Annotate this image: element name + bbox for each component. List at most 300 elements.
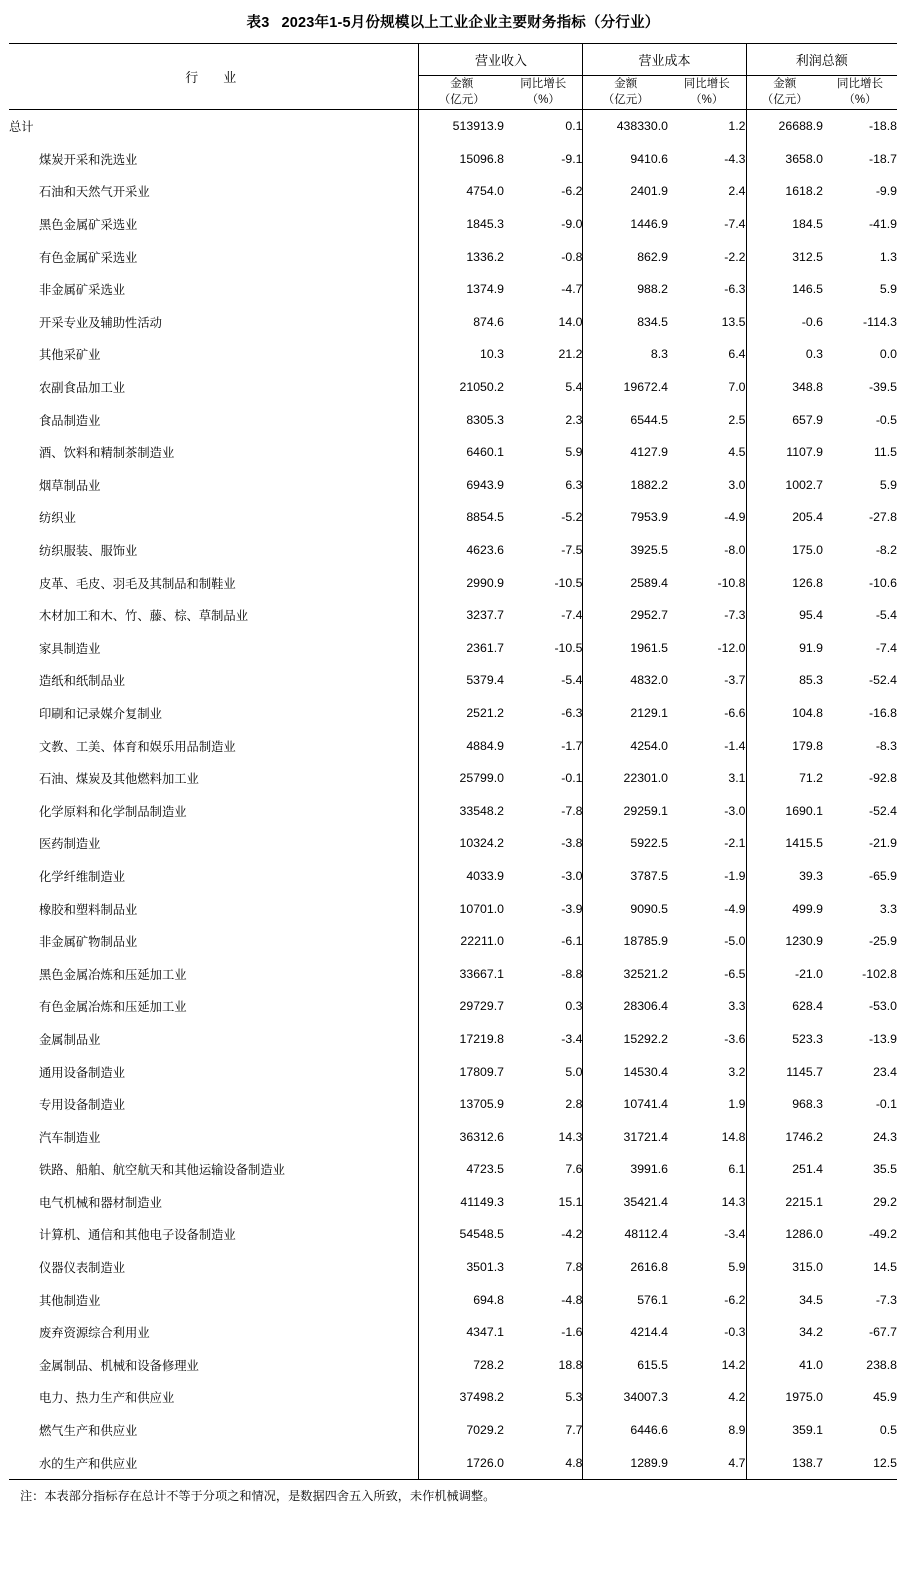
- row-value-5: -21.9: [868, 836, 898, 851]
- row-value-1: -6.1: [504, 925, 583, 958]
- row-value-2: 2616.8: [630, 1260, 668, 1275]
- row-value-4: 312.5: [792, 249, 823, 264]
- row-industry-name: 有色金属冶炼和压延加工业: [9, 990, 419, 1023]
- header-profit-growth: [823, 76, 897, 110]
- row-value-1: 7.6: [504, 1153, 583, 1186]
- row-value-0: 41149.3: [460, 1194, 504, 1209]
- row-value-0: 5379.4: [466, 673, 504, 688]
- table-row: [9, 1381, 897, 1414]
- row-value-3: -2.2: [668, 240, 746, 273]
- row-value-1: -0.8: [504, 240, 583, 273]
- row-value-2: 2129.1: [630, 705, 668, 720]
- row-industry-name: 汽车制造业: [9, 1120, 419, 1153]
- row-value-1: 5.3: [504, 1381, 583, 1414]
- row-value-3: -1.4: [668, 729, 746, 762]
- header-cost-growth: [668, 76, 746, 110]
- row-value-3: -1.9: [668, 860, 746, 893]
- row-value-1: -10.5: [504, 632, 583, 665]
- row-value-1: 2.3: [504, 403, 583, 436]
- row-value-1: -5.2: [504, 501, 583, 534]
- row-value-0: 3501.3: [466, 1260, 504, 1275]
- row-value-4: 175.0: [792, 543, 823, 558]
- header-group-profit: 利润总额: [746, 44, 897, 76]
- row-value-5: -41.9: [868, 217, 898, 232]
- row-value-4: 1107.9: [786, 445, 823, 460]
- row-value-5: -5.4: [875, 608, 898, 623]
- row-value-4: 146.5: [792, 282, 823, 297]
- table-title-text: 2023年1-5月份规模以上工业企业主要财务指标（分行业）: [281, 15, 660, 31]
- row-value-5: -0.5: [875, 412, 898, 427]
- table-row: [9, 1186, 897, 1219]
- row-value-3: 2.5: [668, 403, 746, 436]
- header-profit-amount-l1: 金额: [773, 78, 797, 91]
- financial-indicators-table: [9, 43, 897, 1480]
- row-value-3: -6.3: [668, 273, 746, 306]
- row-value-0: 4723.5: [466, 1162, 504, 1177]
- row-industry-name: 烟草制品业: [9, 469, 419, 502]
- row-industry-name: 通用设备制造业: [9, 1055, 419, 1088]
- row-value-1: -7.5: [504, 534, 583, 567]
- row-value-1: 7.8: [504, 1251, 583, 1284]
- row-value-2: 31721.4: [623, 1129, 668, 1144]
- row-value-5: -102.8: [862, 966, 898, 981]
- row-value-0: 22211.0: [460, 934, 504, 949]
- row-value-0: 13705.9: [459, 1097, 504, 1112]
- row-value-2: 4214.4: [630, 1325, 668, 1340]
- row-value-0: 2521.2: [466, 705, 504, 720]
- row-industry-name: 农副食品加工业: [9, 371, 419, 404]
- row-value-5: -18.7: [868, 151, 898, 166]
- row-value-3: 13.5: [668, 306, 746, 339]
- row-value-4: 71.2: [799, 771, 823, 786]
- row-value-3: 4.2: [668, 1381, 746, 1414]
- row-value-5: -67.7: [868, 1325, 898, 1340]
- row-value-3: -10.8: [668, 566, 746, 599]
- table-row: [9, 860, 897, 893]
- row-value-5: 11.5: [873, 445, 898, 460]
- row-value-0: 4347.1: [466, 1325, 504, 1340]
- row-value-5: 238.8: [866, 1357, 898, 1372]
- row-value-1: -9.1: [504, 143, 583, 176]
- row-value-3: -4.9: [668, 892, 746, 925]
- row-value-4: 1975.0: [785, 1390, 823, 1405]
- row-value-0: 4754.0: [466, 184, 504, 199]
- row-value-0: 10701.0: [459, 901, 504, 916]
- row-value-5: -10.6: [868, 575, 898, 590]
- row-value-3: -3.0: [668, 794, 746, 827]
- row-value-4: 205.4: [792, 510, 823, 525]
- row-value-2: 15292.2: [623, 1031, 668, 1046]
- header-industry-label: 行 业: [185, 70, 243, 85]
- row-value-0: 33548.2: [459, 803, 504, 818]
- row-industry-name: 化学原料和化学制品制造业: [9, 794, 419, 827]
- row-industry-name: 橡胶和塑料制品业: [9, 892, 419, 925]
- row-value-2: 6544.5: [630, 412, 668, 427]
- row-value-5: -0.1: [875, 1097, 898, 1112]
- header-cost-amount: [583, 76, 668, 110]
- table-row: [9, 338, 897, 371]
- row-value-2: 4254.0: [630, 738, 668, 753]
- row-value-0: 25799.0: [459, 771, 504, 786]
- row-industry-name: 总计: [9, 110, 419, 143]
- row-industry-name: 铁路、船舶、航空航天和其他运输设备制造业: [9, 1153, 419, 1186]
- row-industry-name: 酒、饮料和精制茶制造业: [9, 436, 419, 469]
- row-industry-name: 黑色金属矿采选业: [9, 208, 419, 241]
- table-row: [9, 762, 897, 795]
- row-value-2: 615.5: [637, 1357, 668, 1372]
- row-value-3: 2.4: [668, 175, 746, 208]
- row-value-5: -7.3: [875, 1292, 898, 1307]
- row-value-1: -1.6: [504, 1316, 583, 1349]
- row-value-0: 17219.8: [459, 1031, 504, 1046]
- row-value-5: 24.3: [873, 1129, 898, 1144]
- header-profit-growth-l2: （%）: [843, 93, 877, 106]
- table-row: [9, 175, 897, 208]
- row-value-5: -92.8: [868, 771, 898, 786]
- row-value-0: 1374.9: [466, 282, 504, 297]
- row-value-2: 988.2: [637, 282, 668, 297]
- row-value-2: 834.5: [637, 314, 668, 329]
- row-value-2: 28306.4: [623, 999, 668, 1014]
- table-row: [9, 1446, 897, 1479]
- header-profit-amount-l2: （亿元）: [761, 93, 808, 106]
- row-value-1: -3.9: [504, 892, 583, 925]
- row-value-1: -7.8: [504, 794, 583, 827]
- row-industry-name: 仪器仪表制造业: [9, 1251, 419, 1284]
- header-revenue-amount: [419, 76, 504, 110]
- row-value-0: 2990.9: [466, 575, 504, 590]
- row-value-3: -2.1: [668, 827, 746, 860]
- table-row: [9, 827, 897, 860]
- row-value-1: -7.4: [504, 599, 583, 632]
- header-revenue-amount-l2: （亿元）: [438, 93, 485, 106]
- row-industry-name: 金属制品、机械和设备修理业: [9, 1349, 419, 1382]
- row-value-0: 10324.2: [459, 836, 504, 851]
- table-row: [9, 1120, 897, 1153]
- row-industry-name: 化学纤维制造业: [9, 860, 419, 893]
- row-value-2: 1289.9: [583, 1446, 668, 1479]
- row-value-3: 14.8: [668, 1120, 746, 1153]
- row-value-2: 1882.2: [630, 477, 668, 492]
- table-row: [9, 632, 897, 665]
- row-value-2: 7953.9: [630, 510, 668, 525]
- row-industry-name: 金属制品业: [9, 1023, 419, 1056]
- row-value-2: 5922.5: [630, 836, 668, 851]
- row-industry-name: 文教、工美、体育和娱乐用品制造业: [9, 729, 419, 762]
- row-value-0: 4033.9: [466, 868, 504, 883]
- header-group-cost: 营业成本: [583, 44, 746, 76]
- row-industry-name: 其他制造业: [9, 1283, 419, 1316]
- table-row: [9, 1349, 897, 1382]
- row-value-5: 12.5: [823, 1446, 897, 1479]
- row-value-4: 34.5: [799, 1292, 823, 1307]
- table-note: 注：本表部分指标存在总计不等于分项之和情况，是数据四舍五入所致，未作机械调整。: [20, 1488, 496, 1503]
- row-value-4: 1415.5: [785, 836, 823, 851]
- table-row: [9, 1055, 897, 1088]
- row-value-2: 1961.5: [630, 640, 668, 655]
- header-revenue-growth-l2: （%）: [526, 93, 560, 106]
- row-value-4: 523.3: [792, 1031, 823, 1046]
- row-value-3: -3.4: [668, 1218, 746, 1251]
- row-value-3: 6.1: [668, 1153, 746, 1186]
- row-value-4: 41.0: [799, 1357, 823, 1372]
- row-value-5: 45.9: [873, 1390, 898, 1405]
- row-value-4: 85.3: [799, 673, 823, 688]
- row-value-5: 0.0: [879, 347, 898, 362]
- row-value-0: 1336.2: [466, 249, 504, 264]
- row-industry-name: 燃气生产和供应业: [9, 1414, 419, 1447]
- table-row: [9, 1023, 897, 1056]
- row-value-0: 36312.6: [459, 1129, 504, 1144]
- row-value-3: 14.3: [668, 1186, 746, 1219]
- table-row: [9, 501, 897, 534]
- row-value-4: 0.3: [805, 347, 823, 362]
- row-industry-name: 其他采矿业: [9, 338, 419, 371]
- row-value-5: 23.4: [873, 1064, 898, 1079]
- row-value-0: 6460.1: [466, 445, 504, 460]
- row-value-3: -7.4: [668, 208, 746, 241]
- header-profit-amount: [746, 76, 823, 110]
- row-value-4: 179.8: [792, 738, 823, 753]
- table-row: [9, 534, 897, 567]
- row-value-4: 39.3: [799, 868, 823, 883]
- table-row: [9, 436, 897, 469]
- row-value-2: 438330.0: [616, 119, 668, 134]
- row-value-3: -3.7: [668, 664, 746, 697]
- row-value-4: 91.9: [799, 640, 823, 655]
- row-value-0: 3237.7: [466, 608, 504, 623]
- row-value-2: 19672.4: [623, 380, 668, 395]
- row-value-4: 1286.0: [785, 1227, 823, 1242]
- table-row: [9, 957, 897, 990]
- row-value-2: 862.9: [637, 249, 668, 264]
- row-industry-name: 非金属矿采选业: [9, 273, 419, 306]
- row-value-4: 138.7: [746, 1446, 823, 1479]
- row-value-0: 874.6: [473, 314, 504, 329]
- row-value-0: 8854.5: [466, 510, 504, 525]
- row-value-5: -13.9: [868, 1031, 898, 1046]
- row-value-4: -0.6: [801, 314, 823, 329]
- row-value-4: 1002.7: [785, 477, 823, 492]
- row-industry-name: 开采专业及辅助性活动: [9, 306, 419, 339]
- row-value-5: 35.5: [873, 1162, 898, 1177]
- row-value-4: 95.4: [799, 608, 823, 623]
- row-industry-name: 黑色金属冶炼和压延加工业: [9, 957, 419, 990]
- row-industry-name: 石油和天然气开采业: [9, 175, 419, 208]
- table-row: [9, 371, 897, 404]
- row-value-2: 29259.1: [623, 803, 668, 818]
- row-value-1: -4.8: [504, 1283, 583, 1316]
- table-row: [9, 273, 897, 306]
- table-row: [9, 208, 897, 241]
- row-industry-name: 计算机、通信和其他电子设备制造业: [9, 1218, 419, 1251]
- table-body: [9, 110, 897, 1480]
- row-value-1: -6.2: [504, 175, 583, 208]
- row-value-2: 4127.9: [630, 445, 668, 460]
- row-value-0: 54548.5: [459, 1227, 504, 1242]
- row-value-2: 22301.0: [623, 771, 668, 786]
- table-row: [9, 1153, 897, 1186]
- row-value-0: 513913.9: [452, 119, 504, 134]
- row-value-2: 8.3: [650, 347, 668, 362]
- header-cost-amount-l2: （亿元）: [602, 93, 649, 106]
- row-value-5: -114.3: [863, 314, 898, 329]
- row-value-4: -21.0: [794, 966, 823, 981]
- table-number: 表3: [246, 15, 270, 31]
- row-value-3: -6.5: [668, 957, 746, 990]
- row-value-1: -3.8: [504, 827, 583, 860]
- row-value-4: 1145.7: [786, 1064, 823, 1079]
- table-row: [9, 403, 897, 436]
- row-value-1: 15.1: [504, 1186, 583, 1219]
- row-value-3: 7.0: [668, 371, 746, 404]
- row-value-5: 1.3: [879, 249, 898, 264]
- row-value-4: 1690.1: [785, 803, 823, 818]
- row-value-2: 10741.4: [623, 1097, 668, 1112]
- row-value-4: 3658.0: [785, 151, 823, 166]
- row-value-1: 2.8: [504, 1088, 583, 1121]
- row-value-0: 7029.2: [466, 1423, 504, 1438]
- row-value-5: -7.4: [875, 640, 898, 655]
- row-value-4: 359.1: [792, 1423, 823, 1438]
- row-value-3: -6.6: [668, 697, 746, 730]
- row-value-2: 6446.6: [630, 1423, 668, 1438]
- row-value-5: 0.5: [879, 1423, 898, 1438]
- row-value-2: 2952.7: [630, 608, 668, 623]
- row-value-3: 1.2: [668, 110, 746, 143]
- row-industry-name: 有色金属矿采选业: [9, 240, 419, 273]
- row-value-1: 0.3: [504, 990, 583, 1023]
- row-industry-name: 木材加工和木、竹、藤、棕、草制品业: [9, 599, 419, 632]
- header-cost-growth-l2: （%）: [690, 93, 724, 106]
- table-row: [9, 729, 897, 762]
- row-value-3: 8.9: [668, 1414, 746, 1447]
- row-industry-name: 电气机械和器材制造业: [9, 1186, 419, 1219]
- row-value-0: 37498.2: [459, 1390, 504, 1405]
- header-cost-amount-l1: 金额: [614, 78, 638, 91]
- row-industry-name: 家具制造业: [9, 632, 419, 665]
- row-value-5: -8.2: [875, 543, 898, 558]
- table-row: [9, 1316, 897, 1349]
- table-row: [9, 664, 897, 697]
- row-value-4: 251.4: [792, 1162, 823, 1177]
- row-industry-name: 废弃资源综合利用业: [9, 1316, 419, 1349]
- row-value-1: 5.0: [504, 1055, 583, 1088]
- row-value-2: 9090.5: [630, 901, 668, 916]
- row-industry-name: 煤炭开采和洗选业: [9, 143, 419, 176]
- row-value-3: -7.3: [668, 599, 746, 632]
- row-value-2: 2589.4: [630, 575, 668, 590]
- table-header-row-groups: [9, 44, 897, 76]
- header-group-revenue: 营业收入: [419, 44, 583, 76]
- header-cost-growth-l1: 同比增长: [683, 78, 730, 91]
- row-value-5: 5.9: [879, 282, 898, 297]
- table-row: [9, 110, 897, 143]
- row-value-4: 348.8: [792, 380, 823, 395]
- row-value-4: 26688.9: [778, 119, 823, 134]
- row-value-2: 14530.4: [623, 1064, 668, 1079]
- header-industry: [9, 44, 419, 110]
- row-value-1: 14.0: [504, 306, 583, 339]
- row-value-2: 576.1: [637, 1292, 668, 1307]
- table-row: [9, 599, 897, 632]
- row-industry-name: 造纸和纸制品业: [9, 664, 419, 697]
- row-value-0: 1845.3: [466, 217, 504, 232]
- row-value-4: 628.4: [792, 999, 823, 1014]
- row-industry-name: 非金属矿物制品业: [9, 925, 419, 958]
- row-value-3: 1.9: [668, 1088, 746, 1121]
- row-value-0: 1726.0: [419, 1446, 504, 1479]
- row-value-0: 15096.8: [459, 151, 504, 166]
- row-value-2: 3787.5: [630, 868, 668, 883]
- row-value-5: 29.2: [873, 1194, 898, 1209]
- row-value-1: 6.3: [504, 469, 583, 502]
- row-industry-name: 电力、热力生产和供应业: [9, 1381, 419, 1414]
- row-value-3: 4.7: [668, 1446, 746, 1479]
- row-value-4: 1618.2: [785, 184, 823, 199]
- table-row: [9, 1088, 897, 1121]
- row-industry-name: 石油、煤炭及其他燃料加工业: [9, 762, 419, 795]
- row-value-4: 1230.9: [785, 934, 823, 949]
- page-title: [0, 0, 906, 43]
- table-row: [9, 1414, 897, 1447]
- header-profit-growth-l1: 同比增长: [837, 78, 883, 91]
- row-value-4: 2215.1: [785, 1194, 823, 1209]
- row-value-5: 14.5: [873, 1260, 898, 1275]
- row-value-2: 32521.2: [623, 966, 668, 981]
- row-value-0: 29729.7: [459, 999, 504, 1014]
- table-row: [9, 143, 897, 176]
- row-value-3: -4.9: [668, 501, 746, 534]
- row-value-5: 5.9: [879, 477, 898, 492]
- row-value-1: 18.8: [504, 1349, 583, 1382]
- row-value-2: 9410.6: [630, 151, 668, 166]
- row-value-1: -1.7: [504, 729, 583, 762]
- row-value-5: -25.9: [868, 934, 898, 949]
- row-value-5: -8.3: [875, 738, 898, 753]
- row-value-5: -52.4: [868, 803, 898, 818]
- row-value-1: 0.1: [504, 110, 583, 143]
- header-revenue-amount-l1: 金额: [450, 78, 474, 91]
- row-value-0: 8305.3: [466, 412, 504, 427]
- row-value-1: 14.3: [504, 1120, 583, 1153]
- row-value-1: 21.2: [504, 338, 583, 371]
- row-value-2: 34007.3: [623, 1390, 668, 1405]
- row-value-2: 35421.4: [623, 1194, 668, 1209]
- row-value-0: 4884.9: [466, 738, 504, 753]
- row-value-5: -9.9: [875, 184, 898, 199]
- row-industry-name: 食品制造业: [9, 403, 419, 436]
- table-row: [9, 990, 897, 1023]
- row-value-2: 2401.9: [630, 184, 668, 199]
- row-value-1: -9.0: [504, 208, 583, 241]
- row-value-1: -5.4: [504, 664, 583, 697]
- row-value-5: -18.8: [868, 119, 898, 134]
- row-value-0: 2361.7: [466, 640, 504, 655]
- row-value-2: 3925.5: [630, 543, 668, 558]
- row-value-3: -12.0: [668, 632, 746, 665]
- row-industry-name: 皮革、毛皮、羽毛及其制品和制鞋业: [9, 566, 419, 599]
- row-value-1: -3.0: [504, 860, 583, 893]
- row-value-4: 315.0: [792, 1260, 823, 1275]
- row-value-1: -10.5: [504, 566, 583, 599]
- table-row: [9, 1283, 897, 1316]
- row-value-1: -4.2: [504, 1218, 583, 1251]
- row-value-0: 6943.9: [466, 477, 504, 492]
- row-value-3: -4.3: [668, 143, 746, 176]
- row-value-3: 4.5: [668, 436, 746, 469]
- row-industry-name: 印刷和记录媒介复制业: [9, 697, 419, 730]
